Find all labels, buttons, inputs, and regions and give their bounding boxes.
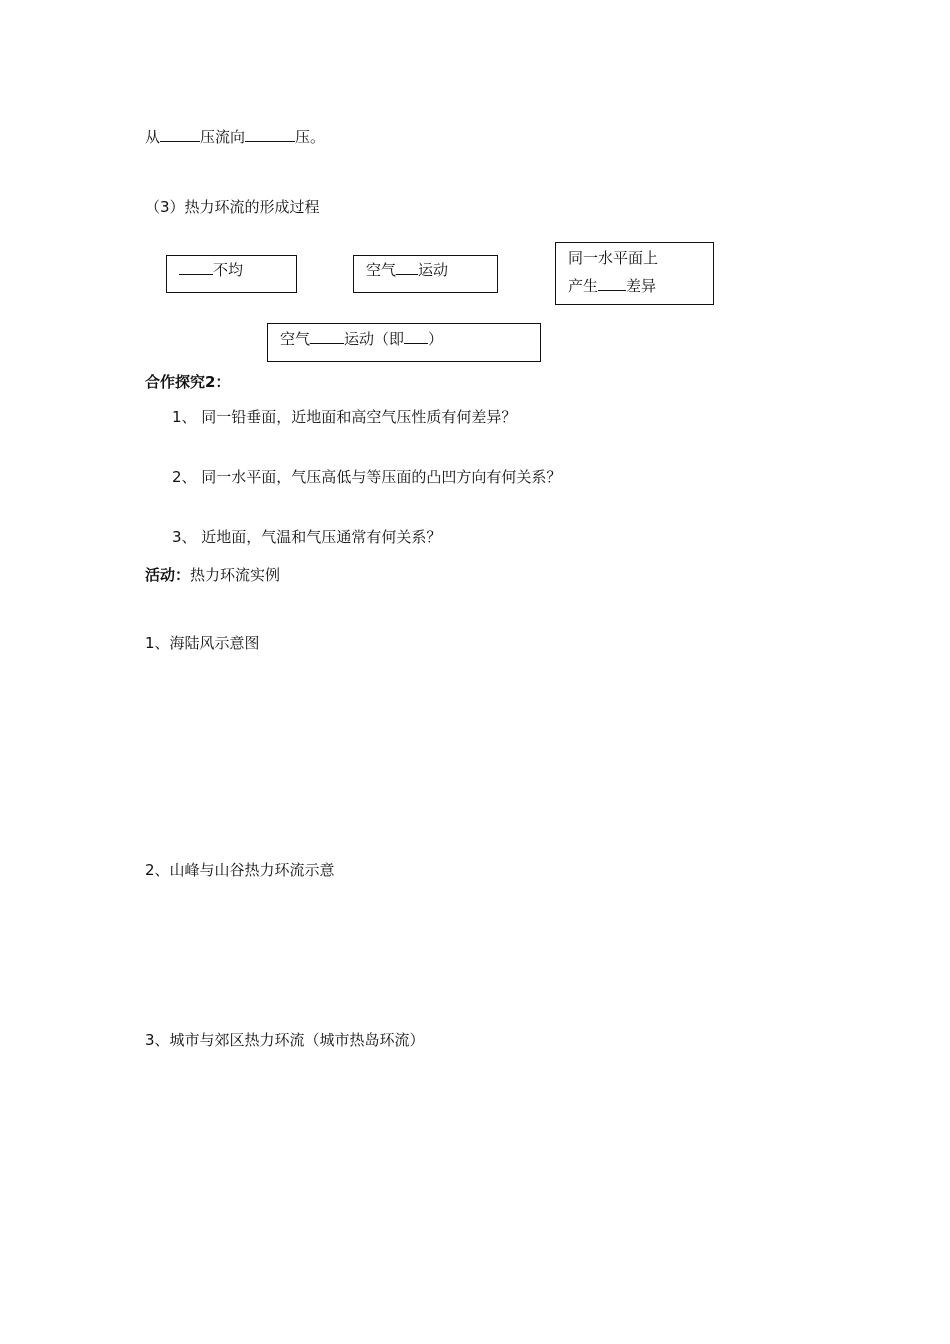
question-2: 2、 同一水平面，气压高低与等压面的凸凹方向有何关系？ <box>172 468 562 486</box>
flow-box-vertical-motion <box>353 255 498 293</box>
blank-pressure <box>598 276 626 291</box>
activity-title: 热力环流实例 <box>190 566 281 584</box>
box3-line1: 同一水平面上 <box>568 249 659 267</box>
example-2-mountain-valley: 2、山峰与山谷热力环流示意 <box>145 861 335 879</box>
coop-inquiry-title: 合作探究2： <box>145 373 231 391</box>
activity-heading <box>145 565 280 585</box>
flow-box-horizontal-motion <box>267 323 541 362</box>
pressure-flow-sentence <box>145 127 325 147</box>
activity-label: 活动： <box>145 566 191 584</box>
box2-suffix: 运动 <box>418 261 449 279</box>
box4-prefix: 空气 <box>280 330 311 348</box>
box4-suffix: ） <box>428 330 444 348</box>
box4-middle: 运动（即 <box>344 330 405 348</box>
box1-text: 不均 <box>213 261 244 279</box>
blank-heating <box>179 260 213 275</box>
intro-prefix: 从 <box>145 128 161 146</box>
blank-low-pressure <box>245 127 295 142</box>
blank-wind <box>404 329 428 344</box>
flow-box-pressure-difference <box>555 242 714 305</box>
box3-line2-prefix: 产生 <box>568 277 599 295</box>
blank-horizontal <box>310 329 344 344</box>
intro-middle: 压流向 <box>200 128 246 146</box>
question-1: 1、 同一铅垂面，近地面和高空气压性质有何差异？ <box>172 408 517 426</box>
flow-box-uneven-heating <box>166 255 297 293</box>
example-3-urban-heat-island: 3、城市与郊区热力环流（城市热岛环流） <box>145 1031 425 1049</box>
question-3: 3、 近地面，气温和气压通常有何关系？ <box>172 528 442 546</box>
blank-vertical <box>396 260 418 275</box>
box2-prefix: 空气 <box>366 261 397 279</box>
section3-title: （3）热力环流的形成过程 <box>145 198 320 216</box>
box3-line2-suffix: 差异 <box>626 277 657 295</box>
example-1-sea-land-breeze: 1、海陆风示意图 <box>145 634 260 652</box>
intro-suffix: 压。 <box>295 128 326 146</box>
blank-high-pressure <box>160 127 200 142</box>
